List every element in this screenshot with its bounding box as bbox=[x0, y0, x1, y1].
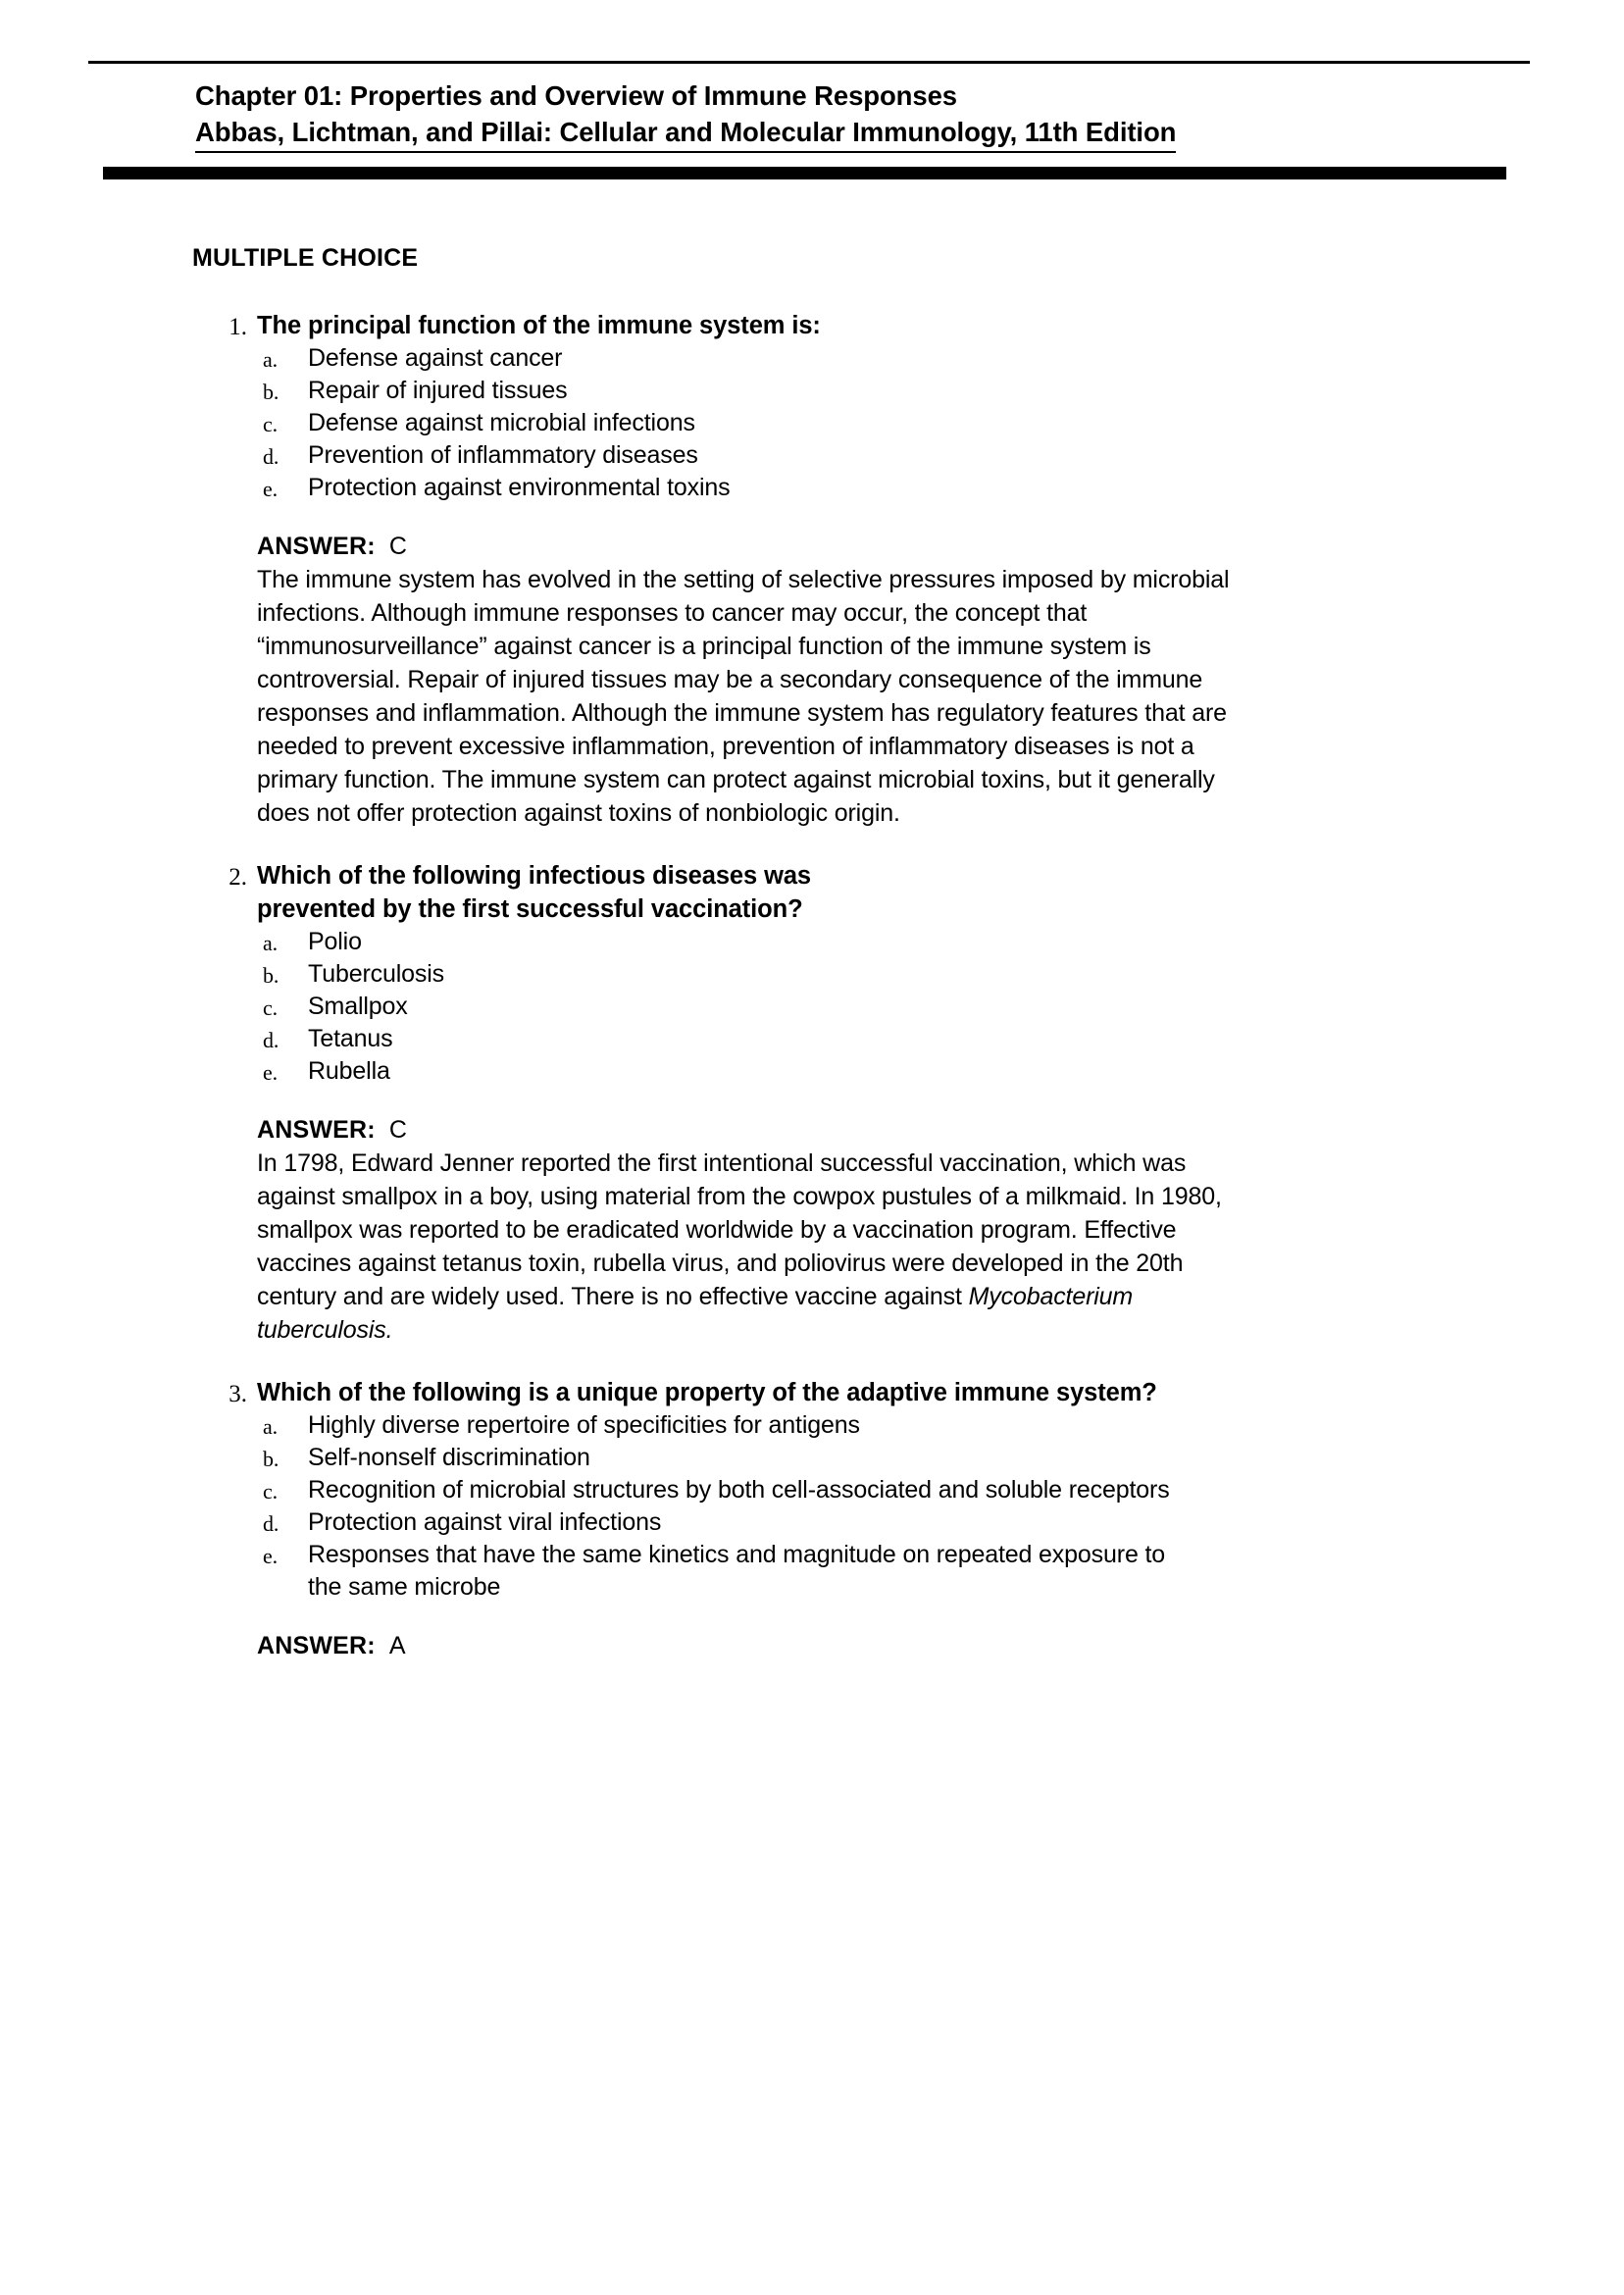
answer-letter: C bbox=[388, 1116, 407, 1144]
document-body bbox=[0, 242, 1624, 1662]
rationale-text-part-1: In 1798, Edward Jenner reported the first intentional successful vaccination, which was against smallpox in a boy, using material from the cowpox pustules of a milkmaid. In 1980, smallpox was reported to be eradicated worldwide by a vaccination program. Effective vaccines against tetanus toxin, rubella virus, and poliovirus were developed in the 20th century and are widely used. There is no effective vaccine against bbox=[257, 1149, 1222, 1310]
list-item[interactable] bbox=[257, 1539, 1191, 1604]
question-stem-row bbox=[192, 859, 1624, 926]
header-book-title: Abbas, Lichtman, and Pillai: Cellular and Molecular Immunology, 11th Edition bbox=[195, 114, 1176, 153]
question-stem-text: The principal function of the immune system is: bbox=[257, 312, 821, 339]
list-item[interactable] bbox=[257, 1055, 1624, 1088]
header-top-rule bbox=[88, 61, 1530, 64]
choice-text: Highly diverse repertoire of specificities for antigens bbox=[308, 1411, 860, 1439]
choice-letter: c. bbox=[263, 412, 278, 436]
choice-letter: a. bbox=[263, 347, 278, 372]
answer-rationale: The immune system has evolved in the setting of selective pressures imposed by microbial infections. Although immune responses to cancer may occur, the concept that “immunosurveillance” against cancer is a principal function of the immune system is controversial. Repair of injured tissues may be a secondary consequence of the immune responses and inflammation. Although the immune system has regulatory features that are needed to prevent excessive inflammation, prevention of inflammatory diseases is not a primary function. The immune system can protect against microbial toxins, but it generally does not offer protection against toxins of nonbiologic origin. bbox=[257, 566, 1230, 827]
choice-letter: e. bbox=[263, 477, 278, 501]
choice-letter: e. bbox=[263, 1544, 278, 1568]
question-number: 1. bbox=[228, 314, 247, 340]
choice-letter: a. bbox=[263, 931, 278, 955]
choice-text: Rubella bbox=[308, 1057, 390, 1085]
choice-list bbox=[257, 926, 1624, 1088]
choice-text: Repair of injured tissues bbox=[308, 377, 568, 404]
choice-text: Defense against cancer bbox=[308, 344, 563, 372]
list-item[interactable] bbox=[257, 1474, 1624, 1506]
answer-label: ANSWER: bbox=[257, 1632, 376, 1659]
choice-letter: d. bbox=[263, 1511, 279, 1536]
list-item[interactable] bbox=[257, 1409, 1624, 1442]
list-item[interactable] bbox=[257, 472, 1624, 504]
list-item[interactable] bbox=[257, 439, 1624, 472]
answer-label: ANSWER: bbox=[257, 1116, 376, 1144]
choice-letter: c. bbox=[263, 1479, 278, 1504]
choice-text: Smallpox bbox=[308, 993, 408, 1020]
answer-letter: A bbox=[388, 1632, 406, 1659]
header-chapter-title: Chapter 01: Properties and Overview of Immune Responses bbox=[195, 80, 957, 111]
choice-letter: d. bbox=[263, 1028, 279, 1052]
answer-letter: C bbox=[388, 533, 407, 560]
answer-label: ANSWER: bbox=[257, 533, 376, 560]
answer-block bbox=[257, 530, 1624, 830]
choice-text: Defense against microbial infections bbox=[308, 409, 695, 436]
choice-text: Tuberculosis bbox=[308, 960, 444, 988]
list-item[interactable] bbox=[257, 1442, 1624, 1474]
choice-letter: c. bbox=[263, 995, 278, 1020]
answer-line bbox=[257, 530, 1624, 563]
choice-letter: b. bbox=[263, 380, 279, 404]
question-3 bbox=[192, 1376, 1624, 1662]
question-2 bbox=[192, 859, 1624, 1347]
answer-line bbox=[257, 1629, 1624, 1662]
list-item[interactable] bbox=[257, 1023, 1624, 1055]
answer-block bbox=[257, 1113, 1624, 1347]
list-item[interactable] bbox=[257, 958, 1624, 991]
choice-text: Prevention of inflammatory diseases bbox=[308, 441, 698, 469]
list-item[interactable] bbox=[257, 407, 1624, 439]
question-stem-row bbox=[192, 1376, 1624, 1409]
choice-list bbox=[257, 1409, 1624, 1604]
question-stem-row bbox=[192, 309, 1624, 342]
question-stem-text: Which of the following is a unique property of the adaptive immune system? bbox=[257, 1379, 1157, 1406]
choice-list bbox=[257, 342, 1624, 504]
header-black-bar bbox=[103, 167, 1506, 179]
choice-letter: a. bbox=[263, 1414, 278, 1439]
choice-letter: b. bbox=[263, 1447, 279, 1471]
choice-letter: e. bbox=[263, 1060, 278, 1085]
question-stem-text: Which of the following infectious diseases was prevented by the first successful vaccination? bbox=[257, 862, 811, 923]
choice-text: Self-nonself discrimination bbox=[308, 1444, 590, 1471]
choice-text: Responses that have the same kinetics and magnitude on repeated exposure to the same microbe bbox=[308, 1541, 1166, 1601]
rationale-italic-species: Mycobacterium tuberculosis. bbox=[257, 1283, 1134, 1344]
answer-block bbox=[257, 1629, 1624, 1662]
choice-letter: b. bbox=[263, 963, 279, 988]
section-title: MULTIPLE CHOICE bbox=[192, 244, 419, 272]
list-item[interactable] bbox=[257, 991, 1624, 1023]
choice-text: Protection against viral infections bbox=[308, 1508, 662, 1536]
choice-text: Polio bbox=[308, 928, 362, 955]
list-item[interactable] bbox=[257, 926, 1624, 958]
list-item[interactable] bbox=[257, 375, 1624, 407]
page-header bbox=[88, 61, 1536, 153]
list-item[interactable] bbox=[257, 1506, 1624, 1539]
choice-text: Tetanus bbox=[308, 1025, 393, 1052]
question-number: 3. bbox=[228, 1381, 247, 1407]
choice-letter: d. bbox=[263, 444, 279, 469]
choice-text: Protection against environmental toxins bbox=[308, 474, 731, 501]
answer-line bbox=[257, 1113, 1624, 1147]
list-item[interactable] bbox=[257, 342, 1624, 375]
question-number: 2. bbox=[228, 864, 247, 891]
answer-rationale bbox=[257, 1147, 1255, 1347]
question-1 bbox=[192, 309, 1624, 830]
choice-text: Recognition of microbial structures by both cell-associated and soluble receptors bbox=[308, 1476, 1170, 1504]
